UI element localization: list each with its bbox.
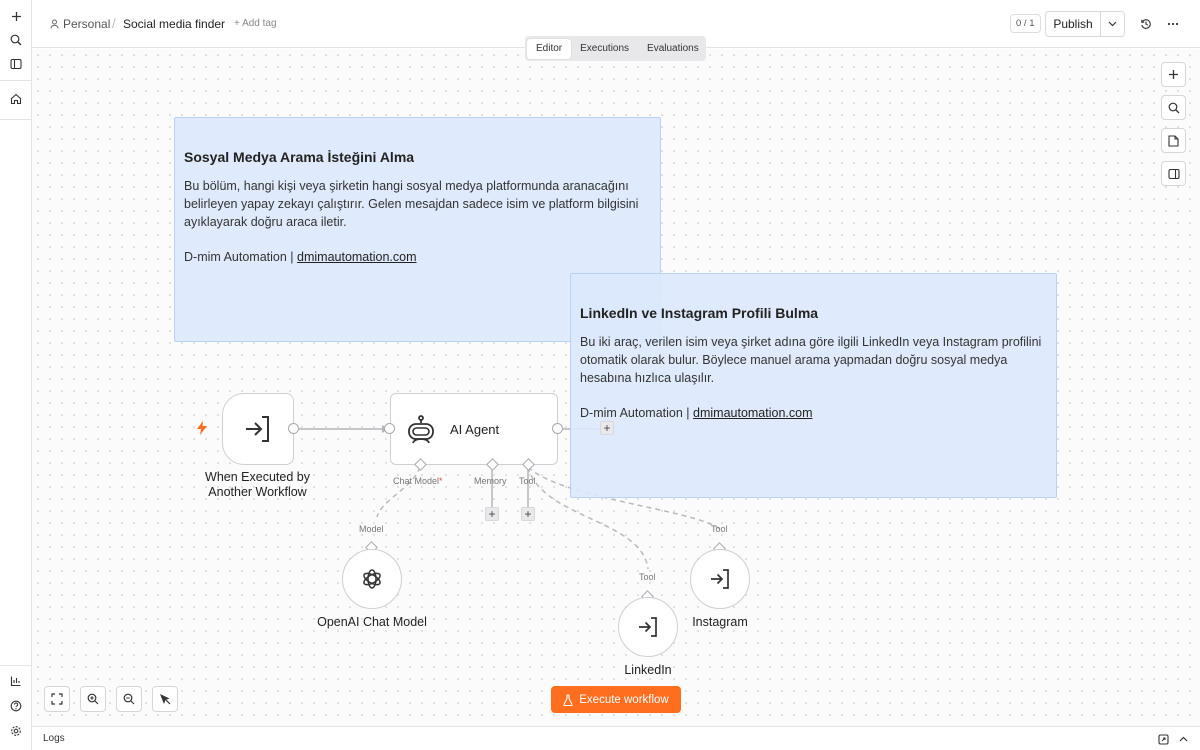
openai-chat-model-node[interactable] xyxy=(342,549,402,609)
ai-agent-title: AI Agent xyxy=(450,422,500,437)
publish-options-button[interactable] xyxy=(1101,12,1124,36)
sticky-note-profile-finder[interactable] xyxy=(570,273,1057,498)
openai-model-port-label: Model xyxy=(359,524,384,534)
credit-link[interactable]: dmimautomation.com xyxy=(693,406,813,420)
ai-agent-output-port[interactable] xyxy=(552,423,563,434)
linkedin-node-title: LinkedIn xyxy=(624,663,672,677)
workflow-name[interactable]: Social media finder xyxy=(123,17,226,31)
version-counter: 0 / 1 xyxy=(1010,14,1041,33)
chat-model-label-text: Chat Model xyxy=(393,476,440,486)
tab-editor[interactable]: Editor xyxy=(527,39,571,59)
panel-icon[interactable] xyxy=(6,54,26,74)
magic-wand-icon xyxy=(159,693,171,705)
chevron-up-icon[interactable] xyxy=(1176,732,1190,746)
insights-icon[interactable] xyxy=(6,671,26,691)
add-next-node-button[interactable]: + xyxy=(600,421,614,435)
openai-node-title: OpenAI Chat Model xyxy=(317,615,427,629)
breadcrumb-separator: / xyxy=(112,16,116,31)
trigger-output-port[interactable] xyxy=(288,423,299,434)
more-options-icon[interactable] xyxy=(1163,14,1183,34)
ai-agent-node[interactable] xyxy=(390,393,558,465)
robot-icon xyxy=(405,414,437,446)
chevron-down-icon xyxy=(1108,21,1117,27)
tool-port-label: Tool xyxy=(519,476,536,486)
panel-right-icon xyxy=(1168,168,1180,180)
left-rail xyxy=(0,0,32,750)
sign-in-arrow-icon xyxy=(708,567,732,591)
sticky-note-body: Bu bölüm, hangi kişi veya şirketin hangi sosyal medya platformunda aranacağını belirleyen yapay zekayı çalıştırır. Gelen mesajdan sadece isim ve platform bilgisini ayıklayarak doğru araca iletir. xyxy=(184,179,639,229)
plus-icon xyxy=(1168,69,1179,80)
plus-icon[interactable] xyxy=(6,6,26,26)
sticky-note-body: Bu iki araç, verilen isim veya şirket adına göre ilgili LinkedIn veya Instagram profilini otomatik olarak bulur. Böylece manuel arama yapmadan doğru sosyal medya hesabına hızlıca ulaşılır. xyxy=(580,335,1042,385)
user-icon xyxy=(50,19,59,29)
sticky-note-credit xyxy=(184,250,417,264)
credit-link[interactable]: dmimautomation.com xyxy=(297,250,417,264)
memory-port-label: Memory xyxy=(474,476,507,486)
sign-in-arrow-icon xyxy=(243,414,273,444)
execute-workflow-button[interactable] xyxy=(551,686,681,713)
search-nodes-button[interactable] xyxy=(1161,95,1186,120)
search-icon[interactable] xyxy=(6,30,26,50)
fit-view-button[interactable] xyxy=(44,686,70,712)
tidy-up-button[interactable] xyxy=(152,686,178,712)
view-tabs xyxy=(525,36,706,61)
logs-panel-bar[interactable] xyxy=(32,726,1200,750)
history-icon[interactable] xyxy=(1136,14,1156,34)
help-icon[interactable] xyxy=(6,696,26,716)
publish-button[interactable]: Publish xyxy=(1046,12,1101,36)
add-node-button[interactable] xyxy=(1161,62,1186,87)
add-sticky-note-button[interactable] xyxy=(1161,128,1186,153)
sign-in-arrow-icon xyxy=(636,615,660,639)
sticky-note-icon xyxy=(1168,135,1179,147)
trigger-title-line2: Another Workflow xyxy=(208,485,307,499)
logs-label: Logs xyxy=(43,733,65,744)
sticky-note-title: Sosyal Medya Arama İsteğini Alma xyxy=(184,149,415,165)
instagram-node-title: Instagram xyxy=(692,615,748,629)
sticky-note-credit xyxy=(580,406,813,420)
zoom-out-icon xyxy=(123,693,135,705)
required-marker: * xyxy=(439,476,443,486)
zoom-in-icon xyxy=(87,693,99,705)
execute-workflow-label: Execute workflow xyxy=(579,693,669,706)
model-connection xyxy=(377,467,420,517)
add-tag-button[interactable]: + Add tag xyxy=(234,18,277,29)
instagram-tool-port-label: Tool xyxy=(711,524,728,534)
trigger-node-title xyxy=(180,470,335,500)
sticky-note-title: LinkedIn ve Instagram Profili Bulma xyxy=(580,305,819,321)
trigger-title-line1: When Executed by xyxy=(205,470,310,484)
openai-icon xyxy=(360,567,384,591)
tab-executions[interactable]: Executions xyxy=(580,43,630,54)
credit-text: D-mim Automation | xyxy=(580,406,694,420)
search-icon xyxy=(1168,102,1180,114)
ai-agent-input-port[interactable] xyxy=(384,423,395,434)
fit-view-icon xyxy=(51,693,63,705)
popout-icon[interactable] xyxy=(1156,732,1170,746)
settings-icon[interactable] xyxy=(6,721,26,741)
chat-model-port-label xyxy=(393,476,443,486)
credit-text: D-mim Automation | xyxy=(184,250,298,264)
add-tool-button[interactable]: + xyxy=(521,507,535,521)
breadcrumb-workspace[interactable] xyxy=(50,17,110,31)
publish-split-button xyxy=(1045,11,1125,37)
breadcrumb-workspace-label: Personal xyxy=(63,17,111,31)
linkedin-tool-port-label: Tool xyxy=(639,572,656,582)
zoom-out-button[interactable] xyxy=(116,686,142,712)
home-icon[interactable] xyxy=(6,89,26,109)
trigger-flash-icon xyxy=(197,421,207,440)
toggle-panel-button[interactable] xyxy=(1161,161,1186,186)
workflow-canvas[interactable] xyxy=(32,49,1200,726)
instagram-node[interactable] xyxy=(690,549,750,609)
add-memory-button[interactable]: + xyxy=(485,507,499,521)
flask-icon xyxy=(563,694,573,706)
zoom-in-button[interactable] xyxy=(80,686,106,712)
tab-evaluations[interactable]: Evaluations xyxy=(647,43,699,54)
trigger-node[interactable] xyxy=(222,393,294,465)
